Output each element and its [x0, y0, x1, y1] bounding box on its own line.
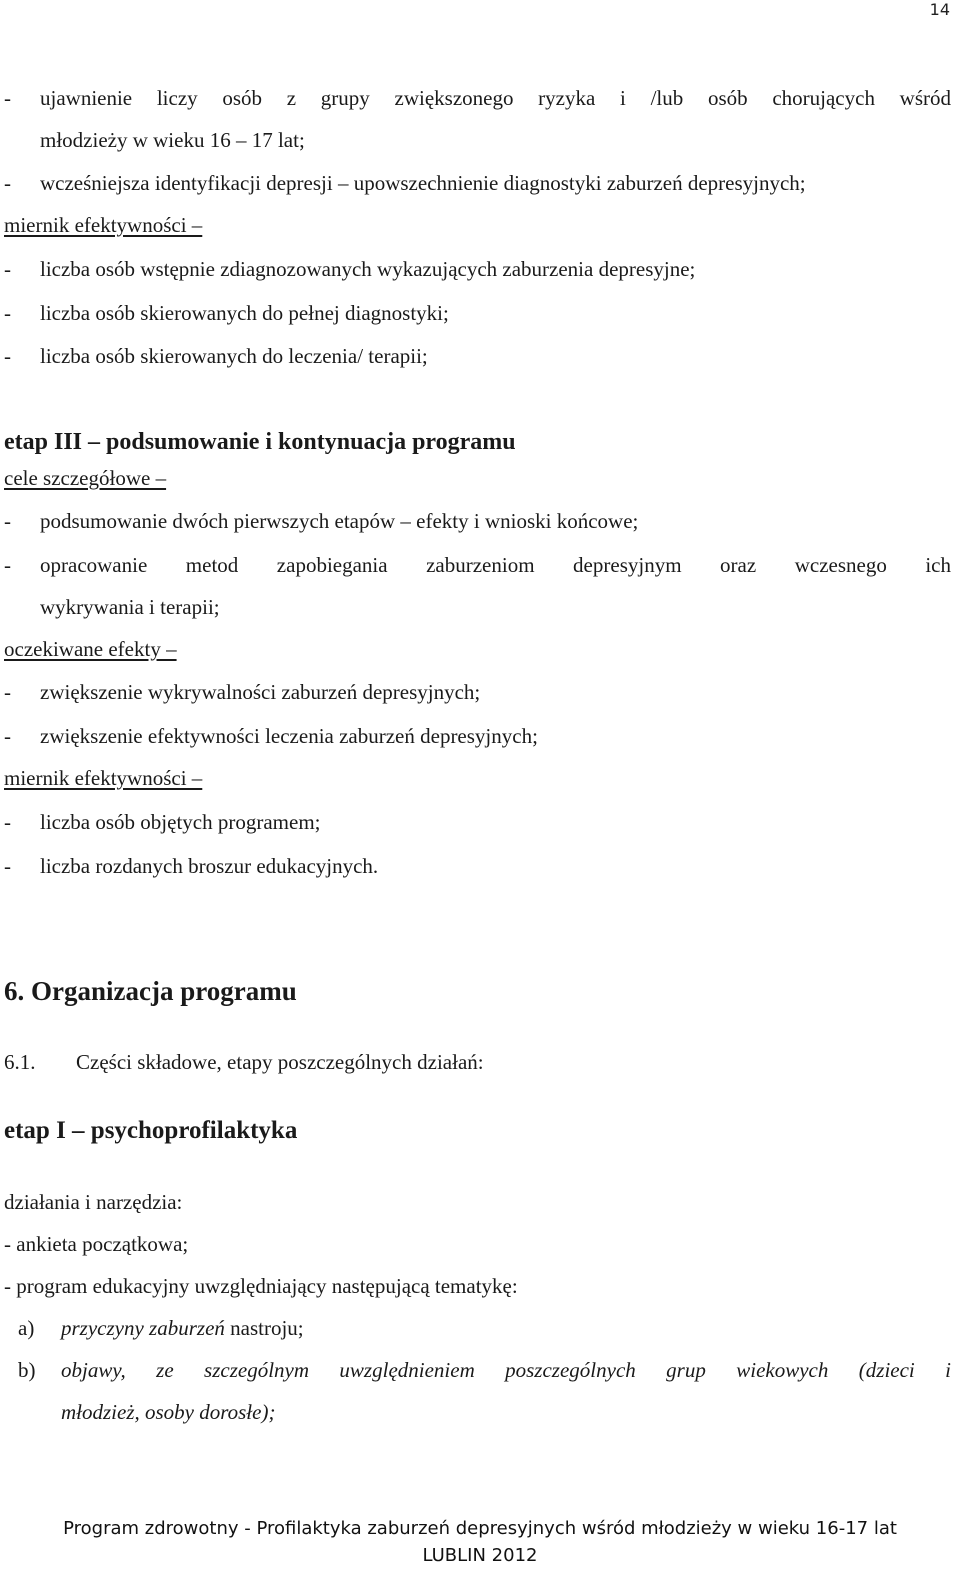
tools-label: działania i narzędzia:	[4, 1190, 183, 1214]
list-dash: -	[4, 509, 11, 533]
effects-label: oczekiwane efekty –	[4, 637, 177, 661]
section-heading: 6. Organizacja programu	[4, 976, 297, 1006]
list-item-text: liczba osób skierowanych do pełnej diagnostyki;	[40, 301, 449, 325]
subsection-heading	[4, 1048, 951, 1076]
list-dash: -	[4, 724, 11, 748]
list-dash: -	[4, 680, 11, 704]
list-item-text: podsumowanie dwóch pierwszych etapów – efekty i wnioski końcowe;	[40, 509, 639, 533]
list-dash: -	[4, 171, 11, 195]
stage1-heading: etap I – psychoprofilaktyka	[4, 1117, 298, 1144]
list-item: - program edukacyjny uwzględniający następującą tematykę:	[4, 1274, 518, 1298]
list-dash: -	[4, 810, 11, 834]
list-item-text: opracowanie metod zapobiegania zaburzeniom depresyjnym oraz wczesnego ich	[40, 553, 951, 577]
list-item-text: liczba osób skierowanych do leczenia/ terapii;	[40, 344, 428, 368]
page-number: 14	[929, 0, 950, 19]
list-item-text: wcześniejsza identyfikacji depresji – upowszechnienie diagnostyki zaburzeń depresyjnych;	[40, 171, 806, 195]
list-item-text: zwiększenie efektywności leczenia zaburzeń depresyjnych;	[40, 724, 538, 748]
topic-marker: a)	[18, 1316, 35, 1340]
list-item-text: liczba rozdanych broszur edukacyjnych.	[40, 854, 379, 878]
subsection-number: 6.1.	[4, 1050, 36, 1074]
footer-location: LUBLIN 2012	[422, 1545, 538, 1566]
stage3-heading: etap III – podsumowanie i kontynuacja programu	[4, 429, 516, 455]
list-item-text: liczba osób wstępnie zdiagnozowanych wykazujących zaburzenia depresyjne;	[40, 257, 696, 281]
list-item-text: młodzieży w wieku 16 – 17 lat;	[40, 128, 305, 152]
list-dash: -	[4, 86, 11, 110]
list-item: - ankieta początkowa;	[4, 1232, 189, 1256]
topic-text: młodzież, osoby dorosłe);	[61, 1400, 276, 1424]
topic-text: objawy, ze szczególnym uwzględnieniem poszczególnych grup wiekowych (dzieci i	[61, 1358, 951, 1382]
list-dash: -	[4, 301, 11, 325]
subsection-title: Części składowe, etapy poszczególnych działań:	[76, 1050, 484, 1074]
topic-text	[61, 1314, 951, 1342]
topic-marker: b)	[18, 1358, 36, 1382]
metrics-label: miernik efektywności –	[4, 766, 203, 790]
list-dash: -	[4, 344, 11, 368]
list-item-text: zwiększenie wykrywalności zaburzeń depresyjnych;	[40, 680, 481, 704]
list-item-text: ujawnienie liczy osób z grupy zwiększonego ryzyka i /lub osób chorujących wśród	[40, 86, 951, 110]
list-dash: -	[4, 553, 11, 577]
footer-title: Program zdrowotny - Profilaktyka zaburzeń depresyjnych wśród młodzieży w wieku 16-17 lat	[63, 1518, 897, 1539]
goals-label: cele szczegółowe –	[4, 466, 167, 490]
topic-rest: nastroju;	[224, 1316, 304, 1340]
list-dash: -	[4, 257, 11, 281]
list-item-text: wykrywania i terapii;	[40, 595, 220, 619]
topic-italic: przyczyny zaburzeń	[61, 1316, 225, 1340]
list-dash: -	[4, 854, 11, 878]
metrics-label: miernik efektywności –	[4, 213, 203, 237]
list-item-text: liczba osób objętych programem;	[40, 810, 321, 834]
